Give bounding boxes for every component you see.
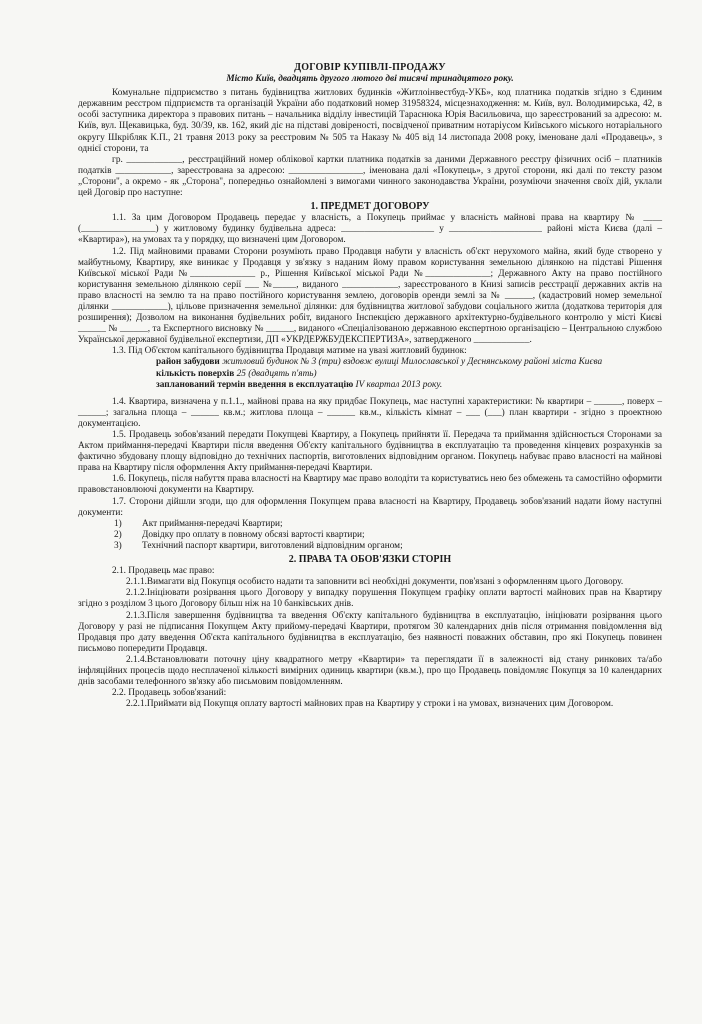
list-item-text: Технічний паспорт квартири, виготовлений відповідним органом;	[142, 540, 403, 551]
clause-1-6: 1.6. Покупець, після набуття права власності на Квартиру має право володіти та користуватись нею без обмежень та самостійно оформити правовстановлюючі документи на Квартиру.	[78, 474, 662, 496]
clause-1-1: 1.1. За цим Договором Продавець передає у власність, а Покупець приймає у власність майнові права на квартиру № ____ (________________) у житловому будинку будівельна адреса: ____________________ у ____________________ районі міста Києва (далі – «Квартира»), на умовах та у порядку, що визначені цим Договором.	[78, 213, 662, 246]
completion-term-line	[78, 380, 662, 391]
list-item-text: Довідку про оплату в повному обсязі вартості квартири;	[142, 529, 365, 540]
building-zone-value: житловий будинок № 3 (три) вздовж вулиці Милославської у Деснянському районі міста Києва	[222, 357, 603, 368]
clause-1-2: 1.2. Під майновими правами Сторони розуміють право Продавця набути у власність об'єкт нерухомого майна, який буде створено у майбутньому, Квартиру, яке виникає у Продавця у зв'язку з наданим йому правом користування земельною ділянкою на підставі Рішення Київської міської Ради №______________ р., Рішення Київської міської Ради №______________; Державного Акту на право постійного користування земельною ділянкою серії ___ №_____, виданого ____________, зареєстрованого в Книзі записів реєстрації державних актів на право власності на землю та на право постійного користування землею, договорів оренди землі за № ______, (кадастровий номер земельної ділянки ____________), цільове призначення земельної ділянки: для будівництва житлової забудови соціального житла (додаткова територія для розширення); Дозволом на виконання будівельних робіт, виданого Інспекцією державного архітектурно-будівельного контролю у місті Києві ______ № ______, та Експертного висновку № ______, виданого «Спеціалізованою державною експертною організацією – Центральною службою Української державної будівельної експертизи, ДП «УКРДЕРЖБУДЕКСПЕРТИЗА», затвердженого ____________.	[78, 246, 662, 346]
clause-1-7: 1.7. Сторони дійшли згоди, що для оформлення Покупцем права власності на Квартиру, Продавець зобов'язаний надати йому наступні документи:	[78, 496, 662, 518]
clause-1-3: 1.3. Під Об'єктом капітального будівництва Продавця матиме на увазі житловий будинок:	[112, 346, 467, 357]
section-1-heading: 1. ПРЕДМЕТ ДОГОВОРУ	[310, 201, 430, 213]
building-zone-label: район забудови	[156, 357, 220, 368]
floors-label: кількість поверхів	[156, 368, 235, 379]
completion-term-value: IV квартал 2013 року.	[355, 379, 443, 390]
floors-value: 25 (двадцять п'ять)	[236, 368, 317, 379]
floors-line	[78, 369, 662, 380]
list-item-text: Акт приймання-передачі Квартири;	[142, 518, 283, 529]
party-buyer-paragraph: гр. ____________, реєстраційний номер облікової картки платника податків за даними Державного реєстру фізичних осіб – платників податків ____________, зареєстрована за адресою: ________________, іменована далі «Покупець», з другої сторони, які далі по тексту разом „Сторони", а окремо - як „Сторона", попередньо ознайомлені з вимогами чинного законодавства України, розуміючи значення своїх дій, уклали цей Договір про наступне:	[78, 154, 662, 199]
completion-term-label: запланований термін введення в експлуатацію	[156, 379, 354, 390]
document-list-item	[78, 519, 662, 530]
document-title: ДОГОВІР КУПІВЛІ-ПРОДАЖУ	[294, 62, 446, 73]
clause-2-1-3: 2.1.3.Після завершення будівництва та введення Об'єкту капітального будівництва в експлуатацію, ініціювати розірвання цього Договору у разі не підписання Покупцем Акту прийому-передачі Квартири, протягом 30 календарних днів після отримання повідомлення від Продавця про дату введення Об'єкта капітального будівництва в експлуатацію, без наявності поважних обставин, про які Покупець повинен письмово попередити Продавця.	[78, 610, 662, 654]
clause-1-5: 1.5. Продавець зобов'язаний передати Покупцеві Квартиру, а Покупець прийняти її. Передача та приймання здійснюється Сторонами за Актом приймання-передачі Квартири після введення Об'єкту капітального будівництва в експлуатацію та проведення кінцевих розрахунків за фактично збудовану площу відповідно до технічних паспортів, виготовлених відповідним органом. Покупець набуває право власності на майнові права на Квартиру після оформлення Акту приймання-передачі Квартири.	[78, 430, 662, 474]
city-date-line: Місто Київ, двадцять другого лютого дві тисячі тринадцятого року.	[226, 74, 514, 85]
party-seller-paragraph: Комунальне підприємство з питань будівництва житлових будинків «Житлоінвестбуд-УКБ», код платника податків згідно з Єдиним державним реєстром підприємств та організацій України або податковий номер 31958324, місцезнаходження: м. Київ, вул. Володимирська, 42, в особі заступника директора з правових питань – начальника відділу інвестицій Тараснюка Юрія Васильовича, що зареєстрований за адресою: м. Київ, вул. Щекавицька, буд. 30/39, кв. 162, який діє на підставі довіреності, посвідченої приватним нотаріусом Київського міського нотаріального округу Шкрібляк К.П., 21 травня 2013 року за реєстровим № 505 та Наказу № 405 від 14 листопада 2008 року, іменоване далі «Продавець», з однієї сторони, та	[78, 88, 662, 154]
clause-2-1-1: 2.1.1.Вимагати від Покупця особисто надати та заповнити всі необхідні документи, пов'язані з оформленням цього Договору.	[126, 577, 624, 588]
list-item-number: 3)	[114, 540, 122, 551]
clause-1-4: 1.4. Квартира, визначена у п.1.1., майнові права на яку придбає Покупець, має наступні характеристики: № квартири – ______, поверх – ______; загальна площа – ______ кв.м.; житлова площа – ______ кв.м., кількість кімнат – ___ (___) план квартири - згідно з проектною документацією.	[78, 396, 662, 429]
clause-2-1: 2.1. Продавець має право:	[112, 566, 215, 577]
clause-2-1-4: 2.1.4.Встановлювати поточну ціну квадратного метру «Квартири» та переглядати її в залежності від стану ринкових та/або інфляційних процесів щодо несплаченої кількості вимірних одиниць квартири (кв.м.), про що Продавець повідомляє Покупця за 10 календарних днів засобами телефонного зв'язку або письмовим повідомленням.	[78, 654, 662, 688]
clause-2-2: 2.2. Продавець зобов'язаний:	[112, 688, 227, 699]
clause-2-2-1: 2.2.1.Приймати від Покупця оплату вартості майнових прав на Квартиру у строки і на умовах, визначених цим Договором.	[126, 699, 614, 710]
section-2-heading: 2. ПРАВА ТА ОБОВ'ЯЗКИ СТОРІН	[288, 554, 452, 566]
list-item-number: 1)	[114, 518, 122, 529]
document-list-item	[78, 541, 662, 552]
building-zone-line	[78, 357, 662, 368]
clause-2-1-2: 2.1.2.Ініціювати розірвання цього Договору у випадку порушення Покупцем графіку оплати вартості майнових прав на Квартиру згідно з розділом 3 цього Договору більш ніж на 10 банківських днів.	[78, 588, 662, 610]
document-list-item	[78, 530, 662, 541]
list-item-number: 2)	[114, 529, 122, 540]
